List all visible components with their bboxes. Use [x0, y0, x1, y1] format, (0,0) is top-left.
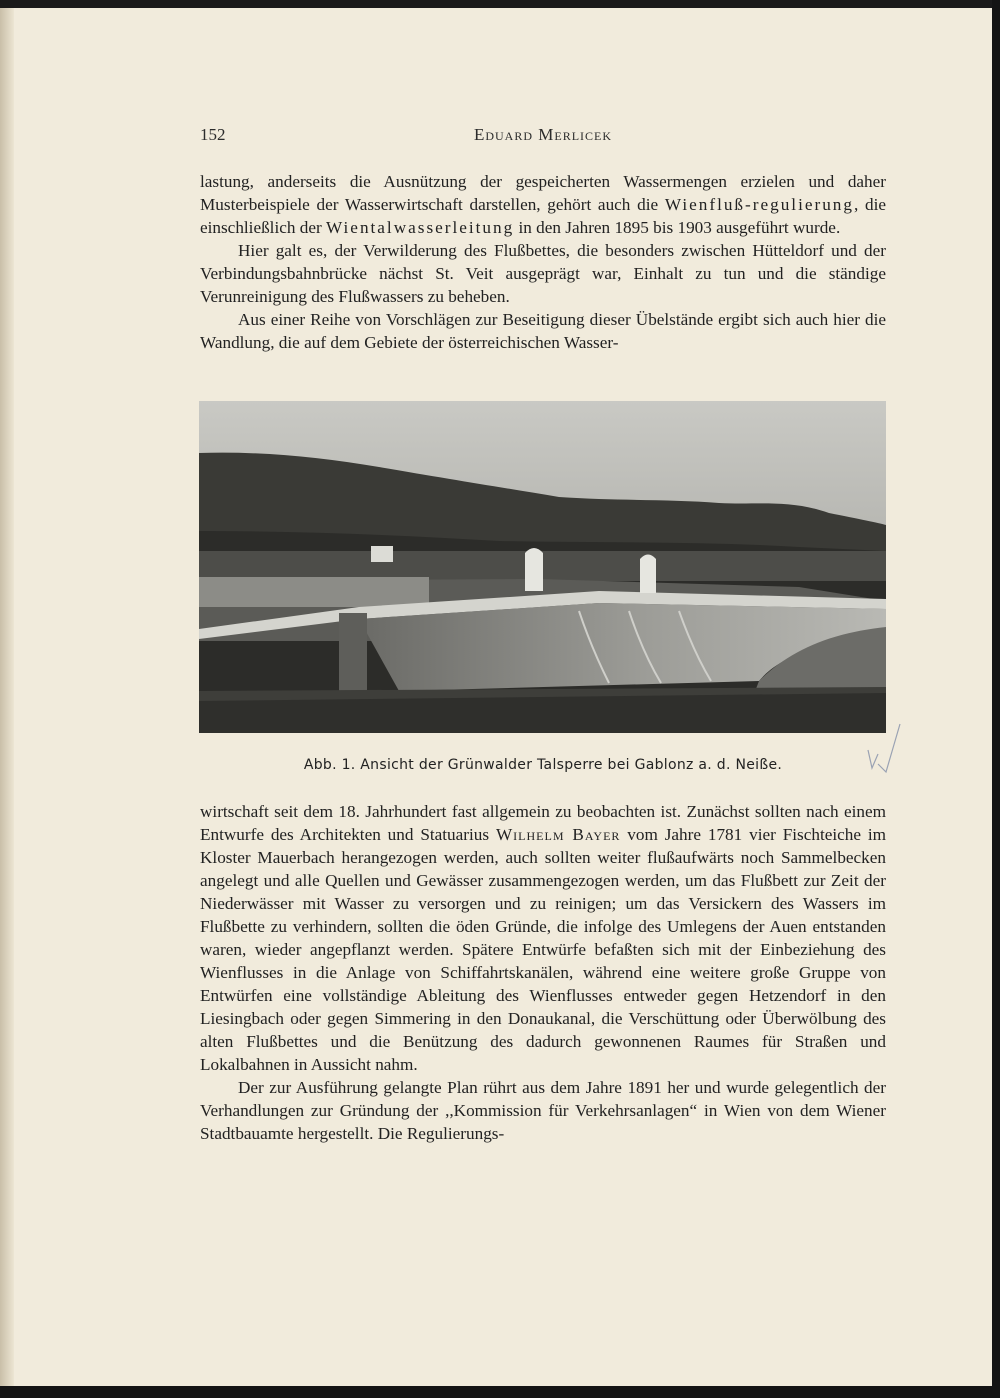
paragraph: lastung, anderseits die Ausnützung der gespeicherten Wassermengen erzielen und daher Musterbeispiele der Wasserwirtschaft darstellen, gehört auch die Wienfluß-regulierung, die einschließlich der Wientalwasserleitung in den Jahren 1895 bis 1903 ausgeführt wurde.	[200, 172, 886, 237]
paragraph: Hier galt es, der Verwilderung des Flußbettes, die besonders zwischen Hütteldorf und der Verbindungsbahnbrücke nächst St. Veit ausgeprägt war, Einhalt zu tun und die ständige Verunreinigung des Flußwassers zu beheben.	[200, 241, 886, 306]
spaced-term: Wientalwasserleitung	[326, 218, 515, 237]
dam-photograph	[199, 401, 886, 733]
pencil-check-mark	[862, 720, 912, 780]
paragraph: wirtschaft seit dem 18. Jahrhundert fast allgemein zu beobachten ist. Zunächst sollten nach einem Entwurfe des Architekten und Statuarius Wilhelm Bayer vom Jahre 1781 vier Fischteiche im Kloster Mauerbach herangezogen werden, auch sollten weiter flußaufwärts noch Sammelbecken angelegt und alle Quellen und Gewässer zusammengezogen werden, um das Flußbett zur Zeit der Niederwässer mit Wasser zu versorgen und zu reinigen; um das Versickern des Wassers im Flußbette zu verhindern, sollten die öden Gründe, die infolge des Umlegens der Auen entstanden waren, wieder angepflanzt werden. Spätere Entwürfe befaßten sich mit der Einbeziehung des Wienflusses in die Anlage von Schiffahrtskanälen, während eine weitere große Gruppe von Entwürfen eine vollständige Ableitung des Wienflusses entweder gegen Hetzendorf in den Liesingbach oder gegen Simmering in den Donaukanal, die Verschüttung oder Überwölbung des alten Flußbettes und die Benützung des dadurch gewonnenen Raumes für Straßen und Lokalbahnen in Aussicht nahm.	[200, 802, 886, 1074]
paragraph: Der zur Ausführung gelangte Plan rührt aus dem Jahre 1891 her und wurde gelegentlich der Verhandlungen zur Gründung der ,,Kommission für Verkehrsanlagen“ in Wien von dem Wiener Stadtbauamte hergestellt. Die Regulierungs-	[200, 1078, 886, 1143]
body-text-top	[200, 170, 886, 354]
body-text-bottom	[200, 800, 886, 1145]
person-name: Wilhelm Bayer	[495, 825, 621, 844]
spaced-term: Wienfluß-regulierung	[664, 195, 854, 214]
paragraph: Aus einer Reihe von Vorschlägen zur Beseitigung dieser Übelstände ergibt sich auch hier die Wandlung, die auf dem Gebiete der österreichischen Wasser-	[200, 310, 886, 352]
page-header	[200, 125, 886, 149]
figure-caption: Abb. 1. Ansicht der Grünwalder Talsperre bei Gablonz a. d. Neiße.	[303, 757, 783, 773]
page-number: 152	[200, 125, 226, 144]
page-edge-right	[992, 0, 1000, 1398]
page-gutter	[0, 8, 14, 1386]
running-head: Eduard Merlicek	[473, 125, 613, 144]
page-edge-bottom	[0, 1386, 1000, 1398]
